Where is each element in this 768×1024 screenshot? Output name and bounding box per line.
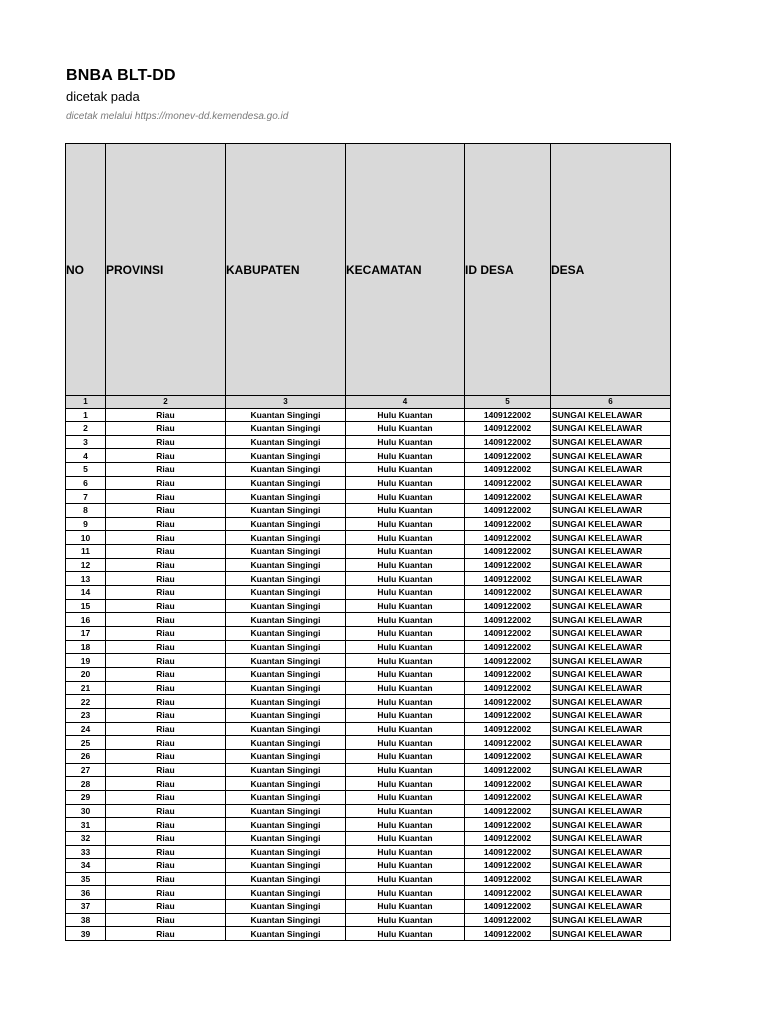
cell-desa: SUNGAI KELELAWAR — [551, 613, 671, 627]
cell-kecamatan: Hulu Kuantan — [346, 695, 465, 709]
cell-kecamatan: Hulu Kuantan — [346, 804, 465, 818]
cell-kabupaten: Kuantan Singingi — [226, 654, 346, 668]
cell-desa: SUNGAI KELELAWAR — [551, 777, 671, 791]
cell-provinsi: Riau — [106, 586, 226, 600]
cell-kabupaten: Kuantan Singingi — [226, 763, 346, 777]
cell-id-desa: 1409122002 — [465, 408, 551, 422]
table-row — [66, 845, 671, 859]
cell-provinsi: Riau — [106, 790, 226, 804]
table-row — [66, 831, 671, 845]
cell-kabupaten: Kuantan Singingi — [226, 572, 346, 586]
cell-id-desa: 1409122002 — [465, 722, 551, 736]
table-row — [66, 558, 671, 572]
cell-provinsi: Riau — [106, 900, 226, 914]
cell-id-desa: 1409122002 — [465, 504, 551, 518]
cell-kecamatan: Hulu Kuantan — [346, 435, 465, 449]
table-row — [66, 463, 671, 477]
cell-desa: SUNGAI KELELAWAR — [551, 872, 671, 886]
cell-kabupaten: Kuantan Singingi — [226, 886, 346, 900]
cell-desa: SUNGAI KELELAWAR — [551, 804, 671, 818]
table-row — [66, 545, 671, 559]
table-row — [66, 886, 671, 900]
cell-no: 26 — [66, 749, 106, 763]
cell-kecamatan: Hulu Kuantan — [346, 859, 465, 873]
cell-kecamatan: Hulu Kuantan — [346, 886, 465, 900]
cell-kabupaten: Kuantan Singingi — [226, 695, 346, 709]
cell-kabupaten: Kuantan Singingi — [226, 613, 346, 627]
cell-id-desa: 1409122002 — [465, 872, 551, 886]
column-number: 1 — [66, 396, 106, 409]
table-row — [66, 790, 671, 804]
cell-kabupaten: Kuantan Singingi — [226, 586, 346, 600]
table-row — [66, 722, 671, 736]
cell-kecamatan: Hulu Kuantan — [346, 490, 465, 504]
cell-provinsi: Riau — [106, 777, 226, 791]
cell-desa: SUNGAI KELELAWAR — [551, 886, 671, 900]
cell-provinsi: Riau — [106, 627, 226, 641]
cell-id-desa: 1409122002 — [465, 777, 551, 791]
cell-no: 10 — [66, 531, 106, 545]
cell-desa: SUNGAI KELELAWAR — [551, 654, 671, 668]
table-row — [66, 708, 671, 722]
table-row — [66, 777, 671, 791]
cell-provinsi: Riau — [106, 736, 226, 750]
cell-provinsi: Riau — [106, 422, 226, 436]
cell-desa: SUNGAI KELELAWAR — [551, 845, 671, 859]
cell-kecamatan: Hulu Kuantan — [346, 777, 465, 791]
cell-provinsi: Riau — [106, 408, 226, 422]
cell-desa: SUNGAI KELELAWAR — [551, 586, 671, 600]
cell-id-desa: 1409122002 — [465, 531, 551, 545]
cell-provinsi: Riau — [106, 449, 226, 463]
cell-id-desa: 1409122002 — [465, 913, 551, 927]
cell-no: 36 — [66, 886, 106, 900]
cell-provinsi: Riau — [106, 599, 226, 613]
table-row — [66, 504, 671, 518]
cell-kecamatan: Hulu Kuantan — [346, 722, 465, 736]
cell-no: 22 — [66, 695, 106, 709]
cell-kabupaten: Kuantan Singingi — [226, 927, 346, 941]
table-row — [66, 517, 671, 531]
cell-desa: SUNGAI KELELAWAR — [551, 763, 671, 777]
cell-kecamatan: Hulu Kuantan — [346, 640, 465, 654]
cell-desa: SUNGAI KELELAWAR — [551, 722, 671, 736]
cell-kabupaten: Kuantan Singingi — [226, 913, 346, 927]
cell-desa: SUNGAI KELELAWAR — [551, 504, 671, 518]
cell-provinsi: Riau — [106, 654, 226, 668]
cell-provinsi: Riau — [106, 749, 226, 763]
cell-desa: SUNGAI KELELAWAR — [551, 627, 671, 641]
cell-no: 21 — [66, 681, 106, 695]
cell-kabupaten: Kuantan Singingi — [226, 818, 346, 832]
cell-no: 17 — [66, 627, 106, 641]
cell-kecamatan: Hulu Kuantan — [346, 927, 465, 941]
table-row — [66, 640, 671, 654]
cell-id-desa: 1409122002 — [465, 763, 551, 777]
table-row — [66, 449, 671, 463]
cell-id-desa: 1409122002 — [465, 927, 551, 941]
cell-desa: SUNGAI KELELAWAR — [551, 749, 671, 763]
cell-provinsi: Riau — [106, 859, 226, 873]
cell-provinsi: Riau — [106, 818, 226, 832]
cell-kecamatan: Hulu Kuantan — [346, 408, 465, 422]
cell-kabupaten: Kuantan Singingi — [226, 790, 346, 804]
cell-kabupaten: Kuantan Singingi — [226, 435, 346, 449]
table-row — [66, 804, 671, 818]
cell-no: 24 — [66, 722, 106, 736]
column-number-row — [66, 396, 671, 409]
cell-id-desa: 1409122002 — [465, 422, 551, 436]
table-row — [66, 872, 671, 886]
cell-desa: SUNGAI KELELAWAR — [551, 476, 671, 490]
cell-id-desa: 1409122002 — [465, 463, 551, 477]
cell-desa: SUNGAI KELELAWAR — [551, 818, 671, 832]
cell-provinsi: Riau — [106, 517, 226, 531]
header-kecamatan: KECAMATAN — [346, 144, 465, 396]
cell-kabupaten: Kuantan Singingi — [226, 599, 346, 613]
cell-kecamatan: Hulu Kuantan — [346, 449, 465, 463]
cell-kabupaten: Kuantan Singingi — [226, 845, 346, 859]
cell-kecamatan: Hulu Kuantan — [346, 736, 465, 750]
cell-kabupaten: Kuantan Singingi — [226, 640, 346, 654]
cell-kecamatan: Hulu Kuantan — [346, 422, 465, 436]
cell-kabupaten: Kuantan Singingi — [226, 490, 346, 504]
cell-no: 4 — [66, 449, 106, 463]
cell-kabupaten: Kuantan Singingi — [226, 545, 346, 559]
table-row — [66, 531, 671, 545]
cell-kecamatan: Hulu Kuantan — [346, 531, 465, 545]
cell-desa: SUNGAI KELELAWAR — [551, 859, 671, 873]
cell-kabupaten: Kuantan Singingi — [226, 408, 346, 422]
cell-desa: SUNGAI KELELAWAR — [551, 695, 671, 709]
column-number: 5 — [465, 396, 551, 409]
cell-desa: SUNGAI KELELAWAR — [551, 667, 671, 681]
cell-no: 5 — [66, 463, 106, 477]
cell-id-desa: 1409122002 — [465, 736, 551, 750]
cell-kabupaten: Kuantan Singingi — [226, 872, 346, 886]
cell-provinsi: Riau — [106, 463, 226, 477]
printed-via-note: dicetak melalui https://monev-dd.kemendesa.go.id — [66, 111, 289, 122]
cell-no: 18 — [66, 640, 106, 654]
header-row — [66, 144, 671, 396]
cell-kecamatan: Hulu Kuantan — [346, 763, 465, 777]
cell-desa: SUNGAI KELELAWAR — [551, 545, 671, 559]
cell-kecamatan: Hulu Kuantan — [346, 476, 465, 490]
table-row — [66, 435, 671, 449]
cell-provinsi: Riau — [106, 504, 226, 518]
column-number: 2 — [106, 396, 226, 409]
cell-desa: SUNGAI KELELAWAR — [551, 572, 671, 586]
header-kabupaten: KABUPATEN — [226, 144, 346, 396]
cell-provinsi: Riau — [106, 572, 226, 586]
cell-no: 15 — [66, 599, 106, 613]
table-row — [66, 927, 671, 941]
cell-desa: SUNGAI KELELAWAR — [551, 517, 671, 531]
cell-desa: SUNGAI KELELAWAR — [551, 558, 671, 572]
cell-no: 35 — [66, 872, 106, 886]
cell-desa: SUNGAI KELELAWAR — [551, 681, 671, 695]
table-row — [66, 667, 671, 681]
cell-id-desa: 1409122002 — [465, 695, 551, 709]
cell-id-desa: 1409122002 — [465, 708, 551, 722]
cell-desa: SUNGAI KELELAWAR — [551, 599, 671, 613]
cell-no: 20 — [66, 667, 106, 681]
cell-id-desa: 1409122002 — [465, 627, 551, 641]
header-no: NO — [66, 144, 106, 396]
cell-no: 3 — [66, 435, 106, 449]
cell-id-desa: 1409122002 — [465, 613, 551, 627]
cell-no: 25 — [66, 736, 106, 750]
cell-kecamatan: Hulu Kuantan — [346, 599, 465, 613]
cell-provinsi: Riau — [106, 545, 226, 559]
cell-id-desa: 1409122002 — [465, 886, 551, 900]
cell-provinsi: Riau — [106, 886, 226, 900]
cell-no: 16 — [66, 613, 106, 627]
cell-no: 19 — [66, 654, 106, 668]
cell-id-desa: 1409122002 — [465, 667, 551, 681]
cell-desa: SUNGAI KELELAWAR — [551, 708, 671, 722]
cell-id-desa: 1409122002 — [465, 654, 551, 668]
cell-kecamatan: Hulu Kuantan — [346, 831, 465, 845]
cell-desa: SUNGAI KELELAWAR — [551, 790, 671, 804]
cell-no: 13 — [66, 572, 106, 586]
cell-id-desa: 1409122002 — [465, 490, 551, 504]
cell-kecamatan: Hulu Kuantan — [346, 654, 465, 668]
cell-provinsi: Riau — [106, 722, 226, 736]
cell-id-desa: 1409122002 — [465, 476, 551, 490]
cell-desa: SUNGAI KELELAWAR — [551, 900, 671, 914]
cell-desa: SUNGAI KELELAWAR — [551, 408, 671, 422]
table-row — [66, 627, 671, 641]
table-row — [66, 490, 671, 504]
table-row — [66, 763, 671, 777]
cell-kecamatan: Hulu Kuantan — [346, 504, 465, 518]
cell-provinsi: Riau — [106, 708, 226, 722]
cell-no: 12 — [66, 558, 106, 572]
table-row — [66, 654, 671, 668]
cell-id-desa: 1409122002 — [465, 517, 551, 531]
table-row — [66, 900, 671, 914]
cell-no: 23 — [66, 708, 106, 722]
cell-kabupaten: Kuantan Singingi — [226, 736, 346, 750]
cell-desa: SUNGAI KELELAWAR — [551, 490, 671, 504]
document-subtitle: dicetak pada — [66, 89, 140, 104]
cell-desa: SUNGAI KELELAWAR — [551, 640, 671, 654]
table-row — [66, 599, 671, 613]
cell-kabupaten: Kuantan Singingi — [226, 777, 346, 791]
cell-kecamatan: Hulu Kuantan — [346, 627, 465, 641]
cell-id-desa: 1409122002 — [465, 831, 551, 845]
cell-no: 8 — [66, 504, 106, 518]
cell-no: 29 — [66, 790, 106, 804]
cell-kabupaten: Kuantan Singingi — [226, 517, 346, 531]
cell-no: 14 — [66, 586, 106, 600]
cell-id-desa: 1409122002 — [465, 640, 551, 654]
cell-kecamatan: Hulu Kuantan — [346, 900, 465, 914]
table-row — [66, 818, 671, 832]
cell-kabupaten: Kuantan Singingi — [226, 681, 346, 695]
cell-desa: SUNGAI KELELAWAR — [551, 435, 671, 449]
cell-provinsi: Riau — [106, 490, 226, 504]
cell-kabupaten: Kuantan Singingi — [226, 627, 346, 641]
cell-kecamatan: Hulu Kuantan — [346, 572, 465, 586]
cell-no: 30 — [66, 804, 106, 818]
table-row — [66, 736, 671, 750]
cell-kecamatan: Hulu Kuantan — [346, 463, 465, 477]
cell-id-desa: 1409122002 — [465, 449, 551, 463]
document-title: BNBA BLT-DD — [66, 67, 176, 84]
cell-kecamatan: Hulu Kuantan — [346, 818, 465, 832]
cell-no: 9 — [66, 517, 106, 531]
cell-id-desa: 1409122002 — [465, 545, 551, 559]
table-row — [66, 749, 671, 763]
cell-kecamatan: Hulu Kuantan — [346, 681, 465, 695]
cell-kabupaten: Kuantan Singingi — [226, 859, 346, 873]
cell-kecamatan: Hulu Kuantan — [346, 586, 465, 600]
cell-id-desa: 1409122002 — [465, 804, 551, 818]
cell-provinsi: Riau — [106, 763, 226, 777]
cell-kecamatan: Hulu Kuantan — [346, 667, 465, 681]
cell-no: 31 — [66, 818, 106, 832]
cell-no: 28 — [66, 777, 106, 791]
cell-provinsi: Riau — [106, 927, 226, 941]
cell-kecamatan: Hulu Kuantan — [346, 558, 465, 572]
cell-kabupaten: Kuantan Singingi — [226, 722, 346, 736]
cell-kabupaten: Kuantan Singingi — [226, 504, 346, 518]
cell-kabupaten: Kuantan Singingi — [226, 749, 346, 763]
cell-desa: SUNGAI KELELAWAR — [551, 927, 671, 941]
cell-desa: SUNGAI KELELAWAR — [551, 463, 671, 477]
cell-provinsi: Riau — [106, 845, 226, 859]
cell-kabupaten: Kuantan Singingi — [226, 422, 346, 436]
table-row — [66, 422, 671, 436]
cell-kecamatan: Hulu Kuantan — [346, 749, 465, 763]
table-body — [66, 396, 671, 941]
table-row — [66, 859, 671, 873]
header-desa: DESA — [551, 144, 671, 396]
table-row — [66, 613, 671, 627]
cell-id-desa: 1409122002 — [465, 681, 551, 695]
column-number: 6 — [551, 396, 671, 409]
cell-desa: SUNGAI KELELAWAR — [551, 449, 671, 463]
cell-kabupaten: Kuantan Singingi — [226, 831, 346, 845]
cell-provinsi: Riau — [106, 804, 226, 818]
cell-desa: SUNGAI KELELAWAR — [551, 736, 671, 750]
cell-no: 39 — [66, 927, 106, 941]
column-number: 4 — [346, 396, 465, 409]
cell-provinsi: Riau — [106, 831, 226, 845]
cell-kabupaten: Kuantan Singingi — [226, 900, 346, 914]
cell-provinsi: Riau — [106, 913, 226, 927]
cell-kecamatan: Hulu Kuantan — [346, 708, 465, 722]
cell-provinsi: Riau — [106, 558, 226, 572]
cell-desa: SUNGAI KELELAWAR — [551, 913, 671, 927]
bnba-table — [65, 143, 671, 941]
cell-no: 32 — [66, 831, 106, 845]
cell-kecamatan: Hulu Kuantan — [346, 790, 465, 804]
cell-id-desa: 1409122002 — [465, 749, 551, 763]
cell-kecamatan: Hulu Kuantan — [346, 545, 465, 559]
cell-provinsi: Riau — [106, 667, 226, 681]
cell-kabupaten: Kuantan Singingi — [226, 531, 346, 545]
cell-provinsi: Riau — [106, 476, 226, 490]
cell-kabupaten: Kuantan Singingi — [226, 449, 346, 463]
cell-kecamatan: Hulu Kuantan — [346, 913, 465, 927]
cell-id-desa: 1409122002 — [465, 599, 551, 613]
cell-id-desa: 1409122002 — [465, 586, 551, 600]
cell-provinsi: Riau — [106, 435, 226, 449]
table-row — [66, 681, 671, 695]
cell-kabupaten: Kuantan Singingi — [226, 667, 346, 681]
cell-provinsi: Riau — [106, 872, 226, 886]
cell-provinsi: Riau — [106, 531, 226, 545]
cell-no: 6 — [66, 476, 106, 490]
cell-provinsi: Riau — [106, 695, 226, 709]
header-id-desa: ID DESA — [465, 144, 551, 396]
cell-kecamatan: Hulu Kuantan — [346, 872, 465, 886]
cell-provinsi: Riau — [106, 640, 226, 654]
table-row — [66, 572, 671, 586]
table-row — [66, 695, 671, 709]
cell-kabupaten: Kuantan Singingi — [226, 708, 346, 722]
table-row — [66, 586, 671, 600]
cell-id-desa: 1409122002 — [465, 845, 551, 859]
table-row — [66, 476, 671, 490]
cell-no: 38 — [66, 913, 106, 927]
cell-kabupaten: Kuantan Singingi — [226, 558, 346, 572]
table-row — [66, 913, 671, 927]
table-row — [66, 408, 671, 422]
cell-no: 2 — [66, 422, 106, 436]
cell-no: 7 — [66, 490, 106, 504]
cell-id-desa: 1409122002 — [465, 818, 551, 832]
cell-no: 33 — [66, 845, 106, 859]
cell-kecamatan: Hulu Kuantan — [346, 613, 465, 627]
cell-desa: SUNGAI KELELAWAR — [551, 531, 671, 545]
cell-no: 37 — [66, 900, 106, 914]
cell-id-desa: 1409122002 — [465, 558, 551, 572]
cell-kecamatan: Hulu Kuantan — [346, 517, 465, 531]
cell-id-desa: 1409122002 — [465, 572, 551, 586]
cell-no: 1 — [66, 408, 106, 422]
cell-id-desa: 1409122002 — [465, 790, 551, 804]
cell-kecamatan: Hulu Kuantan — [346, 845, 465, 859]
header-provinsi: PROVINSI — [106, 144, 226, 396]
cell-no: 34 — [66, 859, 106, 873]
cell-id-desa: 1409122002 — [465, 900, 551, 914]
cell-desa: SUNGAI KELELAWAR — [551, 422, 671, 436]
cell-desa: SUNGAI KELELAWAR — [551, 831, 671, 845]
cell-kabupaten: Kuantan Singingi — [226, 804, 346, 818]
cell-provinsi: Riau — [106, 681, 226, 695]
cell-id-desa: 1409122002 — [465, 435, 551, 449]
cell-kabupaten: Kuantan Singingi — [226, 463, 346, 477]
cell-provinsi: Riau — [106, 613, 226, 627]
cell-id-desa: 1409122002 — [465, 859, 551, 873]
cell-kabupaten: Kuantan Singingi — [226, 476, 346, 490]
cell-no: 27 — [66, 763, 106, 777]
cell-no: 11 — [66, 545, 106, 559]
column-number: 3 — [226, 396, 346, 409]
